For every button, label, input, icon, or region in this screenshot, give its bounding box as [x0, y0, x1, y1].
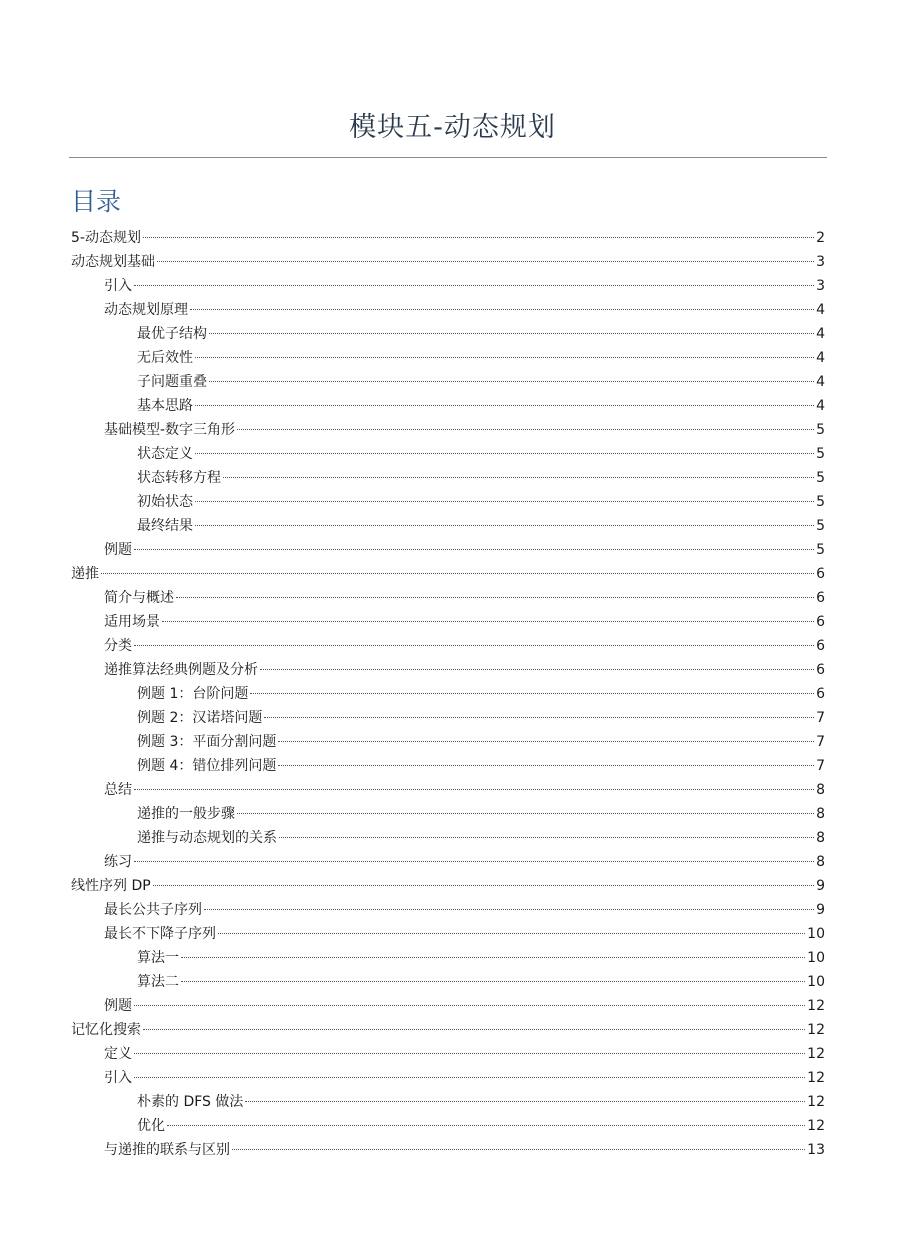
toc-page-number: 3: [816, 254, 825, 270]
toc-entry-title: 引入: [104, 1070, 132, 1086]
toc-page-number: 8: [816, 830, 825, 846]
toc-entry-title: 例题 1：台阶问题: [137, 686, 249, 702]
toc-page-number: 9: [816, 902, 825, 918]
toc-page-number: 4: [816, 398, 825, 414]
toc-entry[interactable]: [71, 634, 825, 658]
toc-entry-title: 与递推的联系与区别: [104, 1142, 230, 1158]
toc-page-number: 12: [807, 1046, 825, 1062]
toc-entry-title: 算法一: [137, 950, 179, 966]
toc-dot-leader: [195, 501, 814, 502]
toc-dot-leader: [237, 813, 814, 814]
toc-dot-leader: [134, 789, 814, 790]
toc-dot-leader: [195, 405, 814, 406]
toc-entry[interactable]: [71, 874, 825, 898]
toc-page-number: 13: [807, 1142, 825, 1158]
title-divider: [69, 157, 827, 158]
toc-entry[interactable]: [71, 802, 825, 826]
toc-entry[interactable]: [71, 730, 825, 754]
toc-entry-title: 动态规划原理: [104, 302, 188, 318]
toc-entry[interactable]: [71, 970, 825, 994]
toc-entry-title: 算法二: [137, 974, 179, 990]
toc-page-number: 10: [807, 974, 825, 990]
toc-entry-title: 最长不下降子序列: [104, 926, 216, 942]
toc-dot-leader: [250, 693, 814, 694]
toc-entry[interactable]: [71, 1066, 825, 1090]
toc-entry[interactable]: [71, 394, 825, 418]
toc-dot-leader: [157, 261, 814, 262]
toc-page-number: 12: [807, 1022, 825, 1038]
toc-entry-title: 例题 4：错位排列问题: [137, 758, 277, 774]
toc-entry-title: 基础模型-数字三角形: [104, 422, 236, 438]
toc-page-number: 6: [816, 662, 825, 678]
toc-entry[interactable]: [71, 1138, 825, 1162]
toc-entry-title: 最长公共子序列: [104, 902, 202, 918]
toc-entry-title: 状态转移方程: [137, 470, 221, 486]
toc-entry-title: 5-动态规划: [71, 230, 141, 246]
toc-dot-leader: [260, 669, 814, 670]
toc-dot-leader: [162, 621, 814, 622]
toc-dot-leader: [134, 1005, 805, 1006]
toc-page-number: 5: [816, 422, 825, 438]
toc-page-number: 7: [816, 710, 825, 726]
toc-entry[interactable]: [71, 274, 825, 298]
toc-page-number: 7: [816, 734, 825, 750]
toc-dot-leader: [134, 645, 814, 646]
toc-page-number: 8: [816, 782, 825, 798]
toc-entry-title: 总结: [104, 782, 132, 798]
toc-entry[interactable]: [71, 682, 825, 706]
toc-entry-title: 递推的一般步骤: [137, 806, 235, 822]
toc-page-number: 12: [807, 998, 825, 1014]
toc-dot-leader: [181, 981, 805, 982]
toc-dot-leader: [278, 765, 814, 766]
toc-page-number: 4: [816, 350, 825, 366]
toc-entry[interactable]: [71, 514, 825, 538]
toc-dot-leader: [134, 285, 814, 286]
toc-heading: 目录: [71, 187, 122, 216]
toc-entry-title: 记忆化搜索: [71, 1022, 141, 1038]
toc-entry-title: 初始状态: [137, 494, 193, 510]
toc-entry-title: 最优子结构: [137, 326, 207, 342]
toc-page-number: 8: [816, 854, 825, 870]
toc-entry[interactable]: [71, 322, 825, 346]
toc-entry[interactable]: [71, 826, 825, 850]
toc-entry-title: 线性序列 DP: [71, 878, 151, 894]
document-title: 模块五-动态规划: [349, 112, 556, 143]
toc-entry[interactable]: [71, 898, 825, 922]
toc-page-number: 12: [807, 1070, 825, 1086]
toc-entry[interactable]: [71, 922, 825, 946]
toc-entry-title: 递推算法经典例题及分析: [104, 662, 258, 678]
toc-dot-leader: [204, 909, 814, 910]
toc-entry-title: 最终结果: [137, 518, 193, 534]
toc-page-number: 10: [807, 926, 825, 942]
toc-dot-leader: [278, 741, 814, 742]
toc-entry-title: 基本思路: [137, 398, 193, 414]
toc-dot-leader: [134, 1053, 805, 1054]
toc-entry[interactable]: [71, 778, 825, 802]
toc-entry[interactable]: [71, 1114, 825, 1138]
toc-dot-leader: [153, 885, 814, 886]
toc-entry[interactable]: [71, 442, 825, 466]
toc-page-number: 6: [816, 686, 825, 702]
toc-entry-title: 例题: [104, 542, 132, 558]
toc-page-number: 5: [816, 470, 825, 486]
toc-dot-leader: [190, 309, 814, 310]
toc-page-number: 10: [807, 950, 825, 966]
toc-page-number: 7: [816, 758, 825, 774]
toc-entry[interactable]: [71, 946, 825, 970]
toc-page-number: 9: [816, 878, 825, 894]
toc-entry-title: 引入: [104, 278, 132, 294]
toc-entry-title: 定义: [104, 1046, 132, 1062]
toc-entry[interactable]: [71, 994, 825, 1018]
toc-dot-leader: [245, 1101, 805, 1102]
toc-page-number: 3: [816, 278, 825, 294]
toc-dot-leader: [195, 525, 814, 526]
toc-entry[interactable]: [71, 1018, 825, 1042]
toc-entry-title: 适用场景: [104, 614, 160, 630]
toc-entry-title: 例题 3：平面分割问题: [137, 734, 277, 750]
toc-dot-leader: [134, 1077, 805, 1078]
toc-dot-leader: [237, 429, 814, 430]
toc-entry[interactable]: [71, 706, 825, 730]
toc-page-number: 2: [816, 230, 825, 246]
toc-dot-leader: [167, 1125, 805, 1126]
toc-entry[interactable]: [71, 538, 825, 562]
toc-entry[interactable]: [71, 298, 825, 322]
toc-dot-leader: [181, 957, 805, 958]
toc-entry[interactable]: [71, 1090, 825, 1114]
toc-entry-title: 分类: [104, 638, 132, 654]
toc-entry[interactable]: [71, 418, 825, 442]
toc-page-number: 8: [816, 806, 825, 822]
toc-dot-leader: [143, 1029, 805, 1030]
toc-dot-leader: [209, 381, 814, 382]
toc-entry[interactable]: [71, 610, 825, 634]
toc-page-number: 6: [816, 566, 825, 582]
toc-dot-leader: [134, 861, 814, 862]
toc-entry[interactable]: [71, 226, 825, 250]
toc-dot-leader: [279, 837, 814, 838]
toc-entry[interactable]: [71, 1042, 825, 1066]
toc-entry[interactable]: [71, 754, 825, 778]
toc-dot-leader: [134, 549, 814, 550]
toc-page-number: 12: [807, 1118, 825, 1134]
toc-entry-title: 简介与概述: [104, 590, 174, 606]
toc-page-number: 6: [816, 590, 825, 606]
toc-entry-title: 例题: [104, 998, 132, 1014]
toc-entry-title: 递推: [71, 566, 99, 582]
toc-entry-title: 朴素的 DFS 做法: [137, 1094, 244, 1110]
toc-dot-leader: [218, 933, 805, 934]
toc-entry[interactable]: [71, 586, 825, 610]
toc-page-number: 5: [816, 542, 825, 558]
toc-dot-leader: [143, 237, 814, 238]
toc-dot-leader: [176, 597, 814, 598]
toc-page-number: 6: [816, 614, 825, 630]
toc-entry-title: 优化: [137, 1118, 165, 1134]
toc-entry[interactable]: [71, 850, 825, 874]
toc-entry[interactable]: [71, 658, 825, 682]
toc-page-number: 4: [816, 374, 825, 390]
toc-entry[interactable]: [71, 370, 825, 394]
toc-entry-title: 例题 2：汉诺塔问题: [137, 710, 263, 726]
toc-entry-title: 动态规划基础: [71, 254, 155, 270]
toc-dot-leader: [101, 573, 814, 574]
toc-entry-title: 子问题重叠: [137, 374, 207, 390]
toc-entry[interactable]: [71, 346, 825, 370]
toc-page-number: 12: [807, 1094, 825, 1110]
toc-entry-title: 练习: [104, 854, 132, 870]
toc-entry[interactable]: [71, 466, 825, 490]
toc-entry[interactable]: [71, 250, 825, 274]
toc-entry-title: 递推与动态规划的关系: [137, 830, 277, 846]
toc-dot-leader: [195, 453, 814, 454]
toc-dot-leader: [223, 477, 814, 478]
toc-dot-leader: [195, 357, 814, 358]
toc-dot-leader: [232, 1149, 805, 1150]
toc-dot-leader: [264, 717, 814, 718]
toc-page-number: 5: [816, 494, 825, 510]
toc-page-number: 5: [816, 518, 825, 534]
table-of-contents: [71, 226, 825, 1162]
toc-entry-title: 状态定义: [137, 446, 193, 462]
toc-entry[interactable]: [71, 562, 825, 586]
toc-page-number: 4: [816, 326, 825, 342]
toc-entry-title: 无后效性: [137, 350, 193, 366]
toc-page-number: 6: [816, 638, 825, 654]
toc-page-number: 5: [816, 446, 825, 462]
toc-page-number: 4: [816, 302, 825, 318]
toc-dot-leader: [209, 333, 814, 334]
toc-entry[interactable]: [71, 490, 825, 514]
